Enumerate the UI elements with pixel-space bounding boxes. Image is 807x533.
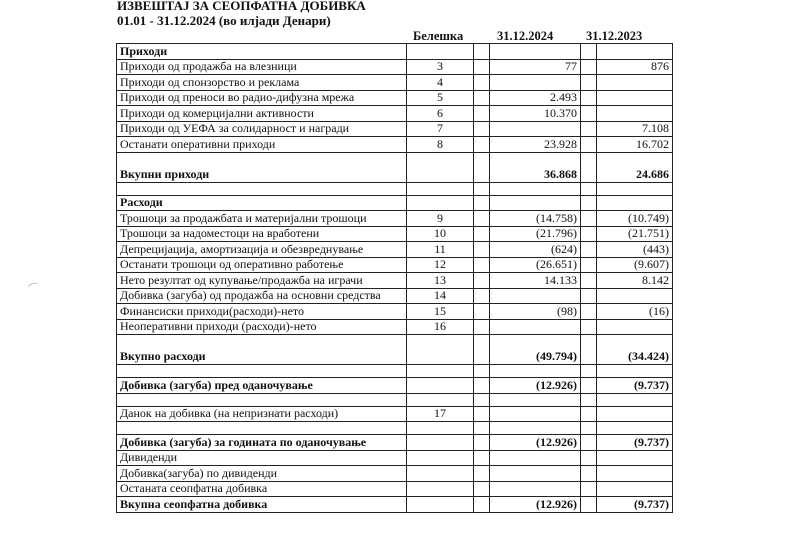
empty-cell: [407, 466, 474, 482]
table-row: [117, 257, 673, 273]
income-heading-row: [117, 44, 673, 60]
report-title: ИЗВЕШТАЈ ЗА СЕОПФАТНА ДОБИВКА: [117, 0, 366, 13]
table-row: [117, 59, 673, 75]
empty-cell: [407, 44, 474, 60]
spacer-cell: [581, 335, 597, 365]
row-label: Вкупно расходи: [117, 335, 407, 365]
row-note: 17: [407, 406, 474, 422]
row-label: Останати трошоци од оперативно работење: [117, 257, 407, 273]
empty-cell: [597, 466, 673, 482]
table-row: [117, 137, 673, 153]
spacer-cell: [581, 226, 597, 242]
empty-cell: [490, 195, 581, 211]
row-note: 7: [407, 121, 474, 137]
row-label: Добивка(загуба) по дивиденди: [117, 466, 407, 482]
empty-cell: [490, 182, 581, 195]
row-value-2023: (9.737): [597, 378, 673, 394]
row-value-2023: 7.108: [597, 121, 673, 137]
row-note: 6: [407, 106, 474, 122]
row-label: Приходи од УЕФА за солидарност и награди: [117, 121, 407, 137]
spacer-cell: [581, 152, 597, 182]
row-value-2023: (9.737): [597, 497, 673, 513]
spacer-cell: [581, 59, 597, 75]
table-row: [117, 450, 673, 466]
row-label: Останата сеопфатна добивка: [117, 481, 407, 497]
row-label: Добивка (загуба) за годината по оданочување: [117, 435, 407, 451]
spacer-row: [117, 422, 673, 435]
row-value-2024: 14.133: [490, 273, 581, 289]
row-value-2023: (21.751): [597, 226, 673, 242]
row-label: Данок на добивка (на непризнати расходи): [117, 406, 407, 422]
row-value-2024: (14.758): [490, 211, 581, 227]
empty-cell: [407, 195, 474, 211]
row-value-2024: (12.926): [490, 497, 581, 513]
table-row: [117, 273, 673, 289]
spacer-cell: [474, 304, 490, 320]
row-value-2023: (10.749): [597, 211, 673, 227]
spacer-cell: [581, 378, 597, 394]
empty-cell: [474, 422, 490, 435]
spacer-cell: [581, 273, 597, 289]
empty-cell: [490, 44, 581, 60]
spacer-row: [117, 393, 673, 406]
row-value-2024: [490, 288, 581, 304]
row-value-2024: 36.868: [490, 152, 581, 182]
row-label: Приходи од комерцијални активности: [117, 106, 407, 122]
spacer-cell: [581, 106, 597, 122]
row-note: 10: [407, 226, 474, 242]
empty-cell: [581, 44, 597, 60]
empty-cell: [117, 182, 407, 195]
empty-cell: [117, 422, 407, 435]
empty-cell: [407, 450, 474, 466]
spacer-cell: [581, 75, 597, 91]
row-note: [407, 497, 474, 513]
table-row: [117, 90, 673, 106]
row-value-2024: (624): [490, 242, 581, 258]
row-value-2023: [597, 288, 673, 304]
profit-after-tax-row: [117, 435, 673, 451]
empty-cell: [490, 393, 581, 406]
profit-before-tax-row: [117, 378, 673, 394]
row-value-2023: [597, 90, 673, 106]
row-label: Останати оперативни приходи: [117, 137, 407, 153]
row-value-2023: 876: [597, 59, 673, 75]
spacer-row: [117, 182, 673, 195]
empty-cell: [474, 450, 490, 466]
total-comprehensive-row: [117, 497, 673, 513]
row-value-2023: [597, 75, 673, 91]
empty-cell: [597, 422, 673, 435]
row-note: 4: [407, 75, 474, 91]
income-statement-table: [116, 43, 673, 513]
empty-cell: [490, 450, 581, 466]
spacer-cell: [581, 257, 597, 273]
row-value-2023: [597, 106, 673, 122]
spacer-cell: [474, 335, 490, 365]
row-note: 15: [407, 304, 474, 320]
empty-cell: [474, 365, 490, 378]
row-value-2023: (9.737): [597, 435, 673, 451]
spacer-cell: [474, 152, 490, 182]
scan-mark: [27, 281, 42, 294]
empty-cell: [117, 393, 407, 406]
row-value-2023: 24.686: [597, 152, 673, 182]
row-label: Нето резултат од купување/продажба на играчи: [117, 273, 407, 289]
row-label: Финансиски приходи(расходи)-нето: [117, 304, 407, 320]
spacer-cell: [581, 137, 597, 153]
spacer-cell: [474, 319, 490, 335]
row-value-2024: 2.493: [490, 90, 581, 106]
row-value-2024: (26.651): [490, 257, 581, 273]
section-heading: Приходи: [117, 44, 407, 60]
spacer-cell: [581, 304, 597, 320]
empty-cell: [597, 393, 673, 406]
spacer-row: [117, 365, 673, 378]
empty-cell: [490, 481, 581, 497]
empty-cell: [581, 393, 597, 406]
empty-cell: [117, 365, 407, 378]
column-header-current: 31.12.2024: [497, 29, 554, 43]
spacer-cell: [581, 435, 597, 451]
table-row: [117, 481, 673, 497]
spacer-cell: [474, 242, 490, 258]
row-value-2024: 77: [490, 59, 581, 75]
row-label: Трошоци за надоместоци на вработени: [117, 226, 407, 242]
row-note: 9: [407, 211, 474, 227]
spacer-cell: [474, 211, 490, 227]
empty-cell: [407, 365, 474, 378]
spacer-cell: [581, 121, 597, 137]
expense-heading-row: [117, 195, 673, 211]
empty-cell: [407, 422, 474, 435]
report-period: 01.01 - 31.12.2024 (во илјади Денари): [117, 13, 331, 28]
spacer-cell: [474, 288, 490, 304]
row-value-2024: [490, 319, 581, 335]
spacer-cell: [581, 497, 597, 513]
empty-cell: [490, 422, 581, 435]
empty-cell: [597, 182, 673, 195]
row-label: Вкупна сеопфатна добивка: [117, 497, 407, 513]
section-heading: Расходи: [117, 195, 407, 211]
row-label: Дивиденди: [117, 450, 407, 466]
row-value-2024: [490, 75, 581, 91]
spacer-cell: [581, 90, 597, 106]
row-label: Добивка (загуба) од продажба на основни средства: [117, 288, 407, 304]
spacer-cell: [474, 75, 490, 91]
row-value-2023: [597, 406, 673, 422]
row-value-2024: [490, 121, 581, 137]
empty-cell: [474, 466, 490, 482]
empty-cell: [581, 450, 597, 466]
row-value-2023: (16): [597, 304, 673, 320]
row-note: 3: [407, 59, 474, 75]
table-row: [117, 466, 673, 482]
row-label: Добивка (загуба) пред оданочување: [117, 378, 407, 394]
table-row: [117, 242, 673, 258]
income-tax-row: [117, 406, 673, 422]
empty-cell: [597, 365, 673, 378]
row-value-2023: [597, 319, 673, 335]
table-row: [117, 304, 673, 320]
spacer-cell: [474, 435, 490, 451]
row-label: Трошоци за продажбата и материјални трошоци: [117, 211, 407, 227]
row-value-2023: (9.607): [597, 257, 673, 273]
spacer-cell: [474, 90, 490, 106]
row-label: Вкупни приходи: [117, 152, 407, 182]
row-note: 11: [407, 242, 474, 258]
spacer-cell: [474, 406, 490, 422]
row-value-2023: (443): [597, 242, 673, 258]
spacer-cell: [581, 242, 597, 258]
spacer-cell: [474, 378, 490, 394]
row-note: [407, 335, 474, 365]
row-value-2024: (12.926): [490, 378, 581, 394]
row-label: Неоперативни приходи (расходи)-нето: [117, 319, 407, 335]
spacer-cell: [474, 497, 490, 513]
row-label: Приходи од продажба на влезници: [117, 59, 407, 75]
row-note: 5: [407, 90, 474, 106]
empty-cell: [474, 182, 490, 195]
row-value-2024: (49.794): [490, 335, 581, 365]
spacer-cell: [581, 406, 597, 422]
empty-cell: [474, 481, 490, 497]
row-value-2024: (21.796): [490, 226, 581, 242]
spacer-cell: [474, 257, 490, 273]
statement-body: [117, 44, 673, 513]
empty-cell: [474, 44, 490, 60]
spacer-cell: [474, 121, 490, 137]
column-header-prior: 31.12.2023: [586, 29, 643, 43]
empty-cell: [407, 393, 474, 406]
spacer-cell: [581, 211, 597, 227]
empty-cell: [581, 422, 597, 435]
row-value-2024: 23.928: [490, 137, 581, 153]
table-row: [117, 288, 673, 304]
table-row: [117, 121, 673, 137]
empty-cell: [490, 365, 581, 378]
row-value-2024: (98): [490, 304, 581, 320]
row-note: [407, 378, 474, 394]
row-label: Приходи од спонзорство и реклама: [117, 75, 407, 91]
row-note: 13: [407, 273, 474, 289]
row-note: 14: [407, 288, 474, 304]
empty-cell: [581, 182, 597, 195]
spacer-cell: [474, 59, 490, 75]
table-row: [117, 319, 673, 335]
spacer-cell: [474, 137, 490, 153]
row-value-2024: 10.370: [490, 106, 581, 122]
spacer-cell: [474, 273, 490, 289]
row-value-2023: 8.142: [597, 273, 673, 289]
empty-cell: [407, 481, 474, 497]
spacer-cell: [474, 226, 490, 242]
empty-cell: [474, 195, 490, 211]
empty-cell: [474, 393, 490, 406]
spacer-cell: [581, 288, 597, 304]
row-note: [407, 435, 474, 451]
row-value-2024: [490, 406, 581, 422]
row-note: 12: [407, 257, 474, 273]
empty-cell: [581, 466, 597, 482]
table-row: [117, 75, 673, 91]
row-note: 16: [407, 319, 474, 335]
row-label: Депрецијација, амортизација и обезвреднување: [117, 242, 407, 258]
table-row: [117, 226, 673, 242]
empty-cell: [597, 44, 673, 60]
spacer-cell: [474, 106, 490, 122]
empty-cell: [490, 466, 581, 482]
empty-cell: [407, 182, 474, 195]
empty-cell: [581, 195, 597, 211]
total-income-row: [117, 152, 673, 182]
spacer-cell: [581, 319, 597, 335]
total-expenses-row: [117, 335, 673, 365]
empty-cell: [581, 365, 597, 378]
empty-cell: [597, 195, 673, 211]
column-header-note: Белешка: [413, 29, 464, 43]
table-row: [117, 106, 673, 122]
empty-cell: [597, 481, 673, 497]
row-value-2024: (12.926): [490, 435, 581, 451]
row-note: [407, 152, 474, 182]
row-label: Приходи од преноси во радио-дифузна мрежа: [117, 90, 407, 106]
table-row: [117, 211, 673, 227]
row-value-2023: 16.702: [597, 137, 673, 153]
row-note: 8: [407, 137, 474, 153]
row-value-2023: (34.424): [597, 335, 673, 365]
empty-cell: [597, 450, 673, 466]
empty-cell: [581, 481, 597, 497]
